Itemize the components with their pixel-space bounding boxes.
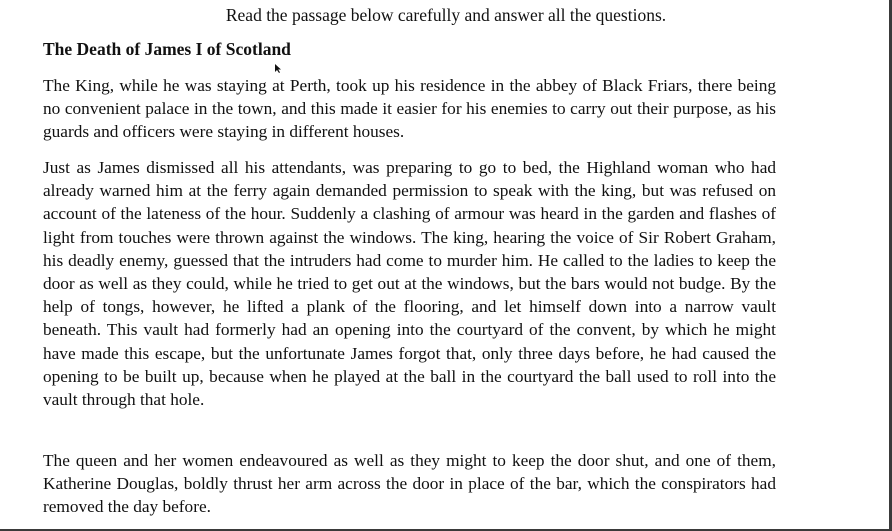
mouse-pointer-icon xyxy=(274,64,282,74)
passage-title: The Death of James I of Scotland xyxy=(43,39,291,59)
passage-paragraph-1: The King, while he was staying at Perth, took up his residence in the abbey of Black Friars, there being no convenient palace in the town, and this made it easier for his enemies to carry out their purpose, as his guards and officers were staying in different houses. xyxy=(43,76,776,142)
instruction-text: Read the passage below carefully and answer all the questions. xyxy=(225,5,667,25)
passage-paragraph-3: The queen and her women endeavoured as well as they might to keep the door shut, and one of them, Katherine Douglas, boldly thrust her arm across the door in place of the bar, which the conspirators had removed the day before. xyxy=(43,451,776,517)
passage-paragraph-2: Just as James dismissed all his attendants, was preparing to go to bed, the Highland woman who had already warned him at the ferry again demanded permission to speak with the king, but was refused on account of the lateness of the hour. Suddenly a clashing of armour was heard in the garden and flashes of light from touches were thrown against the windows. The king, hearing the voice of Sir Robert Graham, his deadly enemy, guessed that the intruders had come to murder him. He called to the ladies to keep the door as well as they could, while he tried to get out at the windows, but the bars would not budge. By the help of tongs, however, he lifted a plank of the flooring, and let himself down into a narrow vault beneath. This vault had formerly had an opening into the courtyard of the convent, by which he might have made this escape, but the unfortunate James forgot that, only three days before, he had caused the opening to be built up, because when he played at the ball in the courtyard the ball used to roll into the vault through that hole. xyxy=(43,158,776,410)
